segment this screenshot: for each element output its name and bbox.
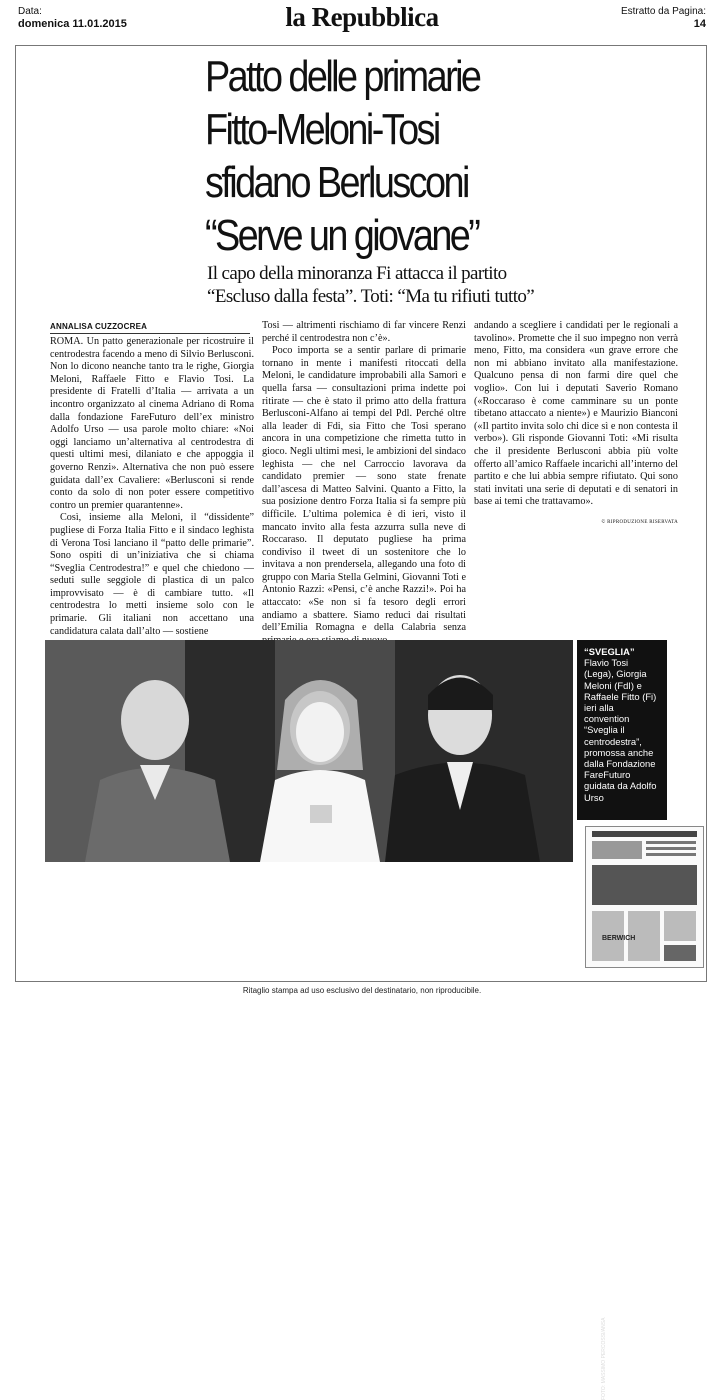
page-thumbnail bbox=[585, 826, 704, 968]
paragraph: andando a scegliere i candidati per le regionali a tavolino». Promette che il suo impegno non verrà meno, Fitto, ma considera «un grave errore che non mi abbiano invitato alla manifestazione. Qualcuno pensa di non farmi dire quel che voglio». Con lui i deputati Saverio Romano («Roccaraso è come camminare su un ponte tibetano attaccato a niente») e Maurizio Bianconi («Il partito invita solo chi dice sì e non contesta il verbo»). Gli risponde Giovanni Toti: «Mi risulta che il presidente Berlusconi abbia più volte offerto all’amico Raffaele incarichi all’interno del partito e che lui abbia sempre rifiutato. Qui sono stati invitati una serie di deputati e di senatori in base ai temi che trattavamo». bbox=[474, 320, 678, 508]
page-number: 14 bbox=[693, 18, 706, 30]
caption-text: Flavio Tosi (Lega), Giorgia Meloni (FdI) e Raffaele Fitto (Fi) ieri alla convention “Sveglia il centrodestra”, promossa anche dalla Fondazione FareFuturo guidata da Adolfo Urso bbox=[584, 657, 657, 803]
paragraph: Così, insieme alla Meloni, il “dissidente” pugliese di Forza Italia Fitto e il sindaco leghista di Verona Tosi lanciano il “patto delle primarie”. Sono ospiti di un’iniziativa che si chiama “Sveglia Centrodestra!” e quel che chiedono — seduti sulle seggiole di plastica di un palco improvvisato — è di cambiare tutto. «Il centrodestra lo metti insieme solo con le primarie. Gli italiani non accettano una candidatura calata dall’alto — sostiene bbox=[50, 512, 254, 637]
subhead-line-2: “Escluso dalla festa”. Toti: “Ma tu rifiuti tutto” bbox=[207, 286, 535, 307]
headline-line-2: Fitto-Meloni-Tosi bbox=[205, 105, 439, 154]
article-column-3 bbox=[474, 320, 678, 530]
headline-line-4: “Serve un giovane” bbox=[205, 211, 479, 260]
copyright-notice: © RIPRODUZIONE RISERVATA bbox=[601, 519, 678, 525]
headline-line-3: sfidano Berlusconi bbox=[205, 158, 468, 207]
subheadline bbox=[207, 262, 677, 308]
caption-kicker: “SVEGLIA” bbox=[584, 646, 635, 657]
author-byline: ANNALISA CUZZOCREA bbox=[50, 322, 250, 334]
thumbnail-illustration bbox=[586, 827, 703, 967]
article-column-2 bbox=[262, 320, 466, 647]
paragraph: Poco importa se a sentir parlare di primarie tornano in mente i manifesti ritoccati della Meloni, le candidature improbabili alla Samorì e quella farsa — consultazioni prima indette poi ritirate — che è stato il primo atto della frattura Berlusconi-Alfano ai tempi del Pdl. Perché oltre alla leader di Fdi, sia Fitto che Tosi sperano ancora in una competizione che rimetta tutto in gioco. Negli ultimi mesi, le ambizioni del sindaco leghista — che nel Carroccio lavorava da candidato premier — sono state frenate dall’ascesa di Matteo Salvini. Quanto a Fitto, la sua posizione dentro Forza Italia si fa sempre più difficile. L’ultima polemica è di ieri, visto il mancato invito alla festa azzurra sulla neve di Roccaraso. Il deputato pugliese ha prima condiviso il tweet di un sostenitore che lo invitava a non prendersela, allegando una foto di gruppo con Maria Stella Gelmini, Giovanni Toti e Antonio Razzi: «Pensi, c’è anche Razzi!». Poi ha attaccato: «Se non si fa tesoro degli errori andiamo a sbattere. Siamo reduci dai risultati dell’Emilia Romagna e della Calabria senza bbox=[262, 345, 466, 634]
paragraph: ROMA. Un patto generazionale per ricostruire il centrodestra facendo a meno di Silvio Berlusconi. Non lo dicono neanche tanto tra le righe, Giorgia Meloni, Raffaele Fitto e Flavio Tosi. La presidente di Fratelli d’Italia — arrivata a un incontro organizzato al cinema Adriano di Roma dalla fondazione FareFuturo dell’ex ministro Adolfo Urso — usa parole molto chiare: «Noi oggi lanciamo un’alternativa al centrodestra di questi ultimi mesi, dilaniato e che appoggia il governo Renzi». Alternativa che non può essere guidata dall’ex Cavaliere: «Berlusconi si rende conto da solo di non poter essere competitivo contro un premier quarantenne». bbox=[50, 336, 254, 511]
footer-note: Ritaglio stampa ad uso esclusivo del destinatario, non riproducibile. bbox=[242, 986, 482, 995]
photo-caption bbox=[577, 640, 667, 820]
photo-credit: FOTO: MASSIMO PERCOSSI/ANSA bbox=[601, 1317, 607, 1400]
page-block bbox=[621, 5, 706, 31]
article-column-1 bbox=[50, 336, 254, 638]
thumbnail-word: BERWICH bbox=[602, 935, 636, 942]
headline bbox=[205, 50, 609, 262]
subhead-line-1: Il capo della minoranza Fi attacca il partito bbox=[207, 263, 507, 284]
page-label: Estratto da Pagina: bbox=[620, 6, 706, 17]
photo-illustration bbox=[45, 640, 573, 862]
date-value: domenica 11.01.2015 bbox=[18, 18, 127, 30]
date-label: Data: bbox=[18, 6, 42, 17]
masthead-logo: la Repubblica bbox=[285, 2, 439, 32]
paragraph: Tosi — altrimenti rischiamo di far vincere Renzi perché il centrodestra non c’è». bbox=[262, 320, 466, 344]
headline-line-1: Patto delle primarie bbox=[205, 52, 480, 101]
